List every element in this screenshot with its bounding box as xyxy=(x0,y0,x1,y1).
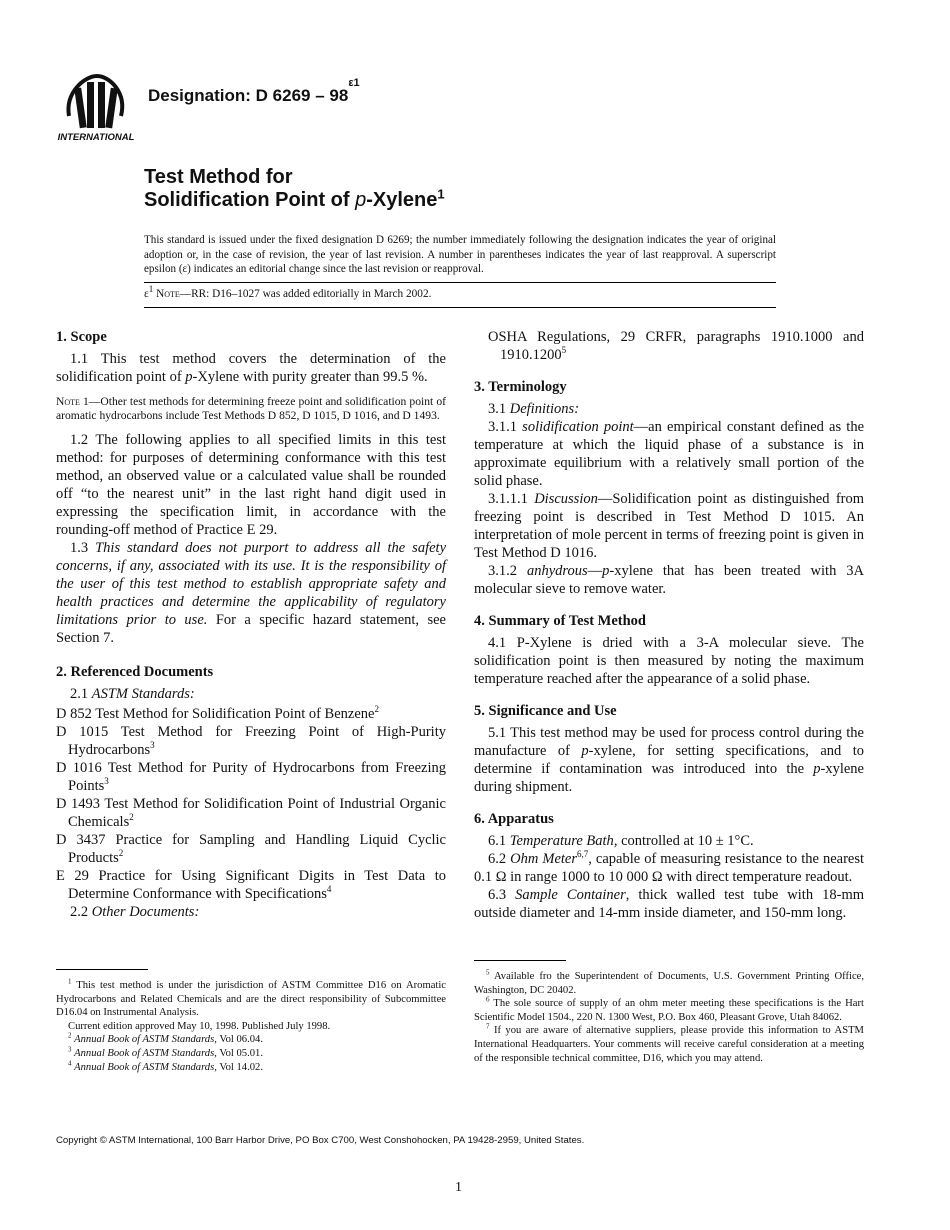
logo-subtext: INTERNATIONAL xyxy=(57,132,135,142)
text: , thick walled test tube with 18-mm outside diameter and 14-mm inside diameter, and 150-mm long. xyxy=(474,887,864,921)
italic-text: p xyxy=(185,369,193,385)
footnote-number: 7 xyxy=(486,1022,490,1031)
text: 3.1 xyxy=(488,401,510,417)
text: 3.1.1 xyxy=(488,419,523,435)
paragraph-3-1-2 xyxy=(474,562,864,598)
paragraph-4-1: 4.1 P-Xylene is dried with a 3-A molecular sieve. The solidification point is then measured by noting the maximum temperature reached after the appearance of a solid phase. xyxy=(474,635,864,687)
text: 1.3 xyxy=(70,540,96,556)
text: -xylene during shipment. xyxy=(474,761,864,795)
footnote-7 xyxy=(474,1024,864,1065)
footnote-6 xyxy=(474,997,864,1024)
footnote-number: 2 xyxy=(68,1031,72,1040)
section-heading-apparatus: 6. Apparatus xyxy=(474,811,554,827)
footnote-number: 5 xyxy=(486,968,490,977)
footnote-text: If you are aware of alternative suppliers, please provide this information to ASTM International Headquarters. Your comments will receive careful consideration at a meeting of the responsible technical committee, D16, which you may attend. xyxy=(474,1025,864,1064)
footnote-text: , Vol 05.01. xyxy=(214,1047,263,1059)
text: 3.1.2 xyxy=(488,563,527,579)
paragraph-3-1-1 xyxy=(474,418,864,490)
note-label: Note xyxy=(56,395,80,408)
section-heading-summary: 4. Summary of Test Method xyxy=(474,613,646,629)
title-line-1: Test Method for xyxy=(144,166,293,188)
designation-text: Designation: D 6269 – 98 xyxy=(148,86,349,105)
reference-item xyxy=(56,831,446,867)
footnote-4 xyxy=(56,1061,446,1075)
footnote-ref: 2 xyxy=(129,812,134,823)
paragraph-3-1 xyxy=(474,400,864,418)
text: 3.1.1.1 xyxy=(488,491,535,507)
reference-item xyxy=(56,705,446,723)
italic-text: Ohm Meter xyxy=(510,851,577,867)
footnote-ref: 3 xyxy=(104,776,109,787)
paragraph-6-3 xyxy=(474,886,864,922)
footnote-text: Available fro the Superintendent of Documents, U.S. Government Printing Office, Washington, DC 20402. xyxy=(474,971,864,996)
paragraph-1-1 xyxy=(56,350,446,386)
italic-text: This standard does not purport to address all the safety concerns, if any, associated with its use. It is the responsibility of the user of this test method to establish appropriate safety and health practices and determine the applicability of regulatory limitations prior to use. xyxy=(56,540,447,628)
text: , controlled at 10 ± 1°C. xyxy=(613,833,754,849)
reference-text: D 852 Test Method for Solidification Point of Benzene xyxy=(56,706,375,722)
astm-logo xyxy=(57,72,135,142)
italic-text: Sample Container xyxy=(515,887,626,903)
text: 1.1 This test method covers the determination of the solidification point of xyxy=(56,351,446,385)
footnote-text: , Vol 06.04. xyxy=(214,1034,263,1046)
footnote-number: 3 xyxy=(68,1045,72,1054)
footnotes-right xyxy=(474,960,864,1065)
title-text: Solidification Point of xyxy=(144,189,356,211)
footnote-ref: 4 xyxy=(326,884,332,895)
footnote-3 xyxy=(56,1047,446,1061)
footnote-italic: Annual Book of ASTM Standards xyxy=(74,1034,215,1046)
page-number: 1 xyxy=(455,1180,462,1195)
note-text: —RR: D16–1027 was added editorially in March 2002. xyxy=(179,288,432,300)
editorial-note xyxy=(144,284,432,300)
footnote-italic: Annual Book of ASTM Standards xyxy=(74,1047,215,1059)
footnote-ref: 5 xyxy=(561,345,567,356)
title-line-2 xyxy=(144,186,445,212)
section-heading-significance: 5. Significance and Use xyxy=(474,703,617,719)
text: , capable of measuring resistance to the nearest 0.1 Ω in range 1000 to 10 000 Ω with direct temperature readout. xyxy=(474,851,864,885)
footnote-number: 1 xyxy=(68,977,72,986)
footnote-1 xyxy=(56,979,446,1020)
footnote-number: 4 xyxy=(68,1059,72,1068)
text: —an empirical constant defined as the temperature at which the liquid phase of a substance is in approximate equilibrium with a relatively small portion of the solid phase. xyxy=(474,419,865,489)
text: — xyxy=(587,563,603,579)
paragraph-2-1 xyxy=(56,685,446,703)
footnote-number: 6 xyxy=(486,995,490,1004)
text: —Solidification point as distinguished from freezing point is described in Test Method D 1015. An interpretation of mole percent in terms of freezing point is given in Test Method D 1016. xyxy=(474,491,865,561)
reference-item xyxy=(56,867,446,903)
italic-text: ASTM Standards: xyxy=(91,686,195,702)
section-heading-scope: 1. Scope xyxy=(56,329,107,345)
section-heading-referenced-documents: 2. Referenced Documents xyxy=(56,664,214,680)
paragraph-1-2: 1.2 The following applies to all specified limits in this test method: for purposes of determining conformance with this test method, an observed value or a calculated value shall be rounded off “to the nearest unit” in the last right hand digit used in expressing the specification limit, in accordance with the rounding-off method of Practice E 29. xyxy=(56,432,446,538)
note-label: Note xyxy=(156,288,180,300)
reference-text: D 3437 Practice for Sampling and Handling Liquid Cyclic Products xyxy=(56,832,446,866)
paragraph-5-1 xyxy=(474,724,864,796)
italic-text: Temperature Bath xyxy=(509,833,614,849)
text: 6.2 xyxy=(488,851,511,867)
left-column xyxy=(56,328,446,921)
text: 5.1 This test method may be used for process control during the manufacture of xyxy=(474,725,864,759)
epsilon-symbol: ε xyxy=(144,288,149,300)
italic-text: solidification point xyxy=(522,419,634,435)
title-text-end: -Xylene xyxy=(366,189,438,211)
footnotes-left xyxy=(56,969,446,1074)
footnote-text: , Vol 14.02. xyxy=(214,1061,263,1073)
text: -xylene that has been treated with 3A molecular sieve to remove water. xyxy=(474,563,865,597)
footnote-ref: 2 xyxy=(374,704,379,715)
paragraph-3-1-1-1 xyxy=(474,490,864,562)
divider xyxy=(144,307,776,308)
document-title xyxy=(144,166,445,212)
footnote-1-edition: Current edition approved May 10, 1998. Published July 1998. xyxy=(68,1020,331,1032)
text: For a specific hazard statement, see Section 7. xyxy=(56,612,446,646)
italic-text: p xyxy=(813,761,821,777)
footnote-ref: 6,7 xyxy=(577,849,589,860)
reference-item xyxy=(56,759,446,795)
paragraph-6-1 xyxy=(474,832,864,850)
text: 2.2 xyxy=(70,904,92,920)
section-heading-terminology: 3. Terminology xyxy=(474,379,567,395)
reference-item xyxy=(56,795,446,831)
reference-text: E 29 Practice for Using Significant Digits in Test Data to Determine Conformance with Specifications xyxy=(56,868,446,902)
italic-text: Discussion xyxy=(534,491,598,507)
designation-superscript: ε1 xyxy=(348,77,360,89)
italic-text: p xyxy=(602,563,610,579)
epsilon-superscript: 1 xyxy=(148,284,154,295)
divider xyxy=(144,282,776,283)
reference-text: D 1015 Test Method for Freezing Point of High-Purity Hydrocarbons xyxy=(56,724,446,758)
reference-text: OSHA Regulations, 29 CRFR, paragraphs 1910.1000 and 1910.1200 xyxy=(488,329,864,363)
copyright-line: Copyright © ASTM International, 100 Barr Harbor Drive, PO Box C700, West Conshohocken, PA 19428-2959, United States. xyxy=(56,1135,585,1146)
italic-text: Other Documents: xyxy=(91,904,200,920)
footnote-2 xyxy=(56,1033,446,1047)
paragraph-1-3 xyxy=(56,539,446,647)
italic-text: anhydrous xyxy=(526,563,588,579)
reference-text: D 1493 Test Method for Solidification Point of Industrial Organic Chemicals xyxy=(56,796,446,830)
text: 6.3 xyxy=(488,887,516,903)
text: 2.1 xyxy=(70,686,92,702)
footnote-text: This test method is under the jurisdiction of ASTM Committee D16 on Aromatic Hydrocarbons and Related Chemicals and are the direct responsibility of Subcommittee D16.04 on Instrumental Analysis. xyxy=(56,980,446,1019)
reference-item-osha xyxy=(474,328,864,364)
right-column xyxy=(474,328,864,922)
reference-item xyxy=(56,723,446,759)
title-footnote-ref: 1 xyxy=(437,186,445,202)
footnote-text: The sole source of supply of an ohm meter meeting these specifications is the Hart Scientific Model 1504., 220 N. 1300 West, P.O. Box 460, Pleasant Grove, Utah 84062. xyxy=(474,998,864,1023)
text: -Xylene with purity greater than 99.5 %. xyxy=(192,369,428,385)
footnote-italic: Annual Book of ASTM Standards xyxy=(74,1061,215,1073)
note-text: 1—Other test methods for determining freeze point and solidification point of aromatic hydrocarbons include Test Methods D 852, D 1015, D 1016, and D 1493. xyxy=(56,395,446,422)
text: -xylene, for setting specifications, and to determine if contamination was introduced into the xyxy=(474,743,864,777)
italic-text: Definitions: xyxy=(509,401,580,417)
text: 6.1 xyxy=(488,833,510,849)
italic-text: p xyxy=(581,743,589,759)
paragraph-2-2 xyxy=(56,903,446,921)
title-italic-p: p xyxy=(355,189,367,211)
reference-text: D 1016 Test Method for Purity of Hydrocarbons from Freezing Points xyxy=(56,760,446,794)
designation-notice: This standard is issued under the fixed designation D 6269; the number immediately following the designation indicates the year of original adoption or, in the case of revision, the year of last revision. A number in parentheses indicates the year of last reapproval. A superscript epsilon (ε) indicates an editorial change since the last revision or reapproval. xyxy=(144,234,776,275)
footnote-5 xyxy=(474,970,864,997)
note-1 xyxy=(56,395,446,423)
footnote-ref: 3 xyxy=(150,740,155,751)
footnote-ref: 2 xyxy=(118,848,124,859)
paragraph-6-2 xyxy=(474,850,864,886)
